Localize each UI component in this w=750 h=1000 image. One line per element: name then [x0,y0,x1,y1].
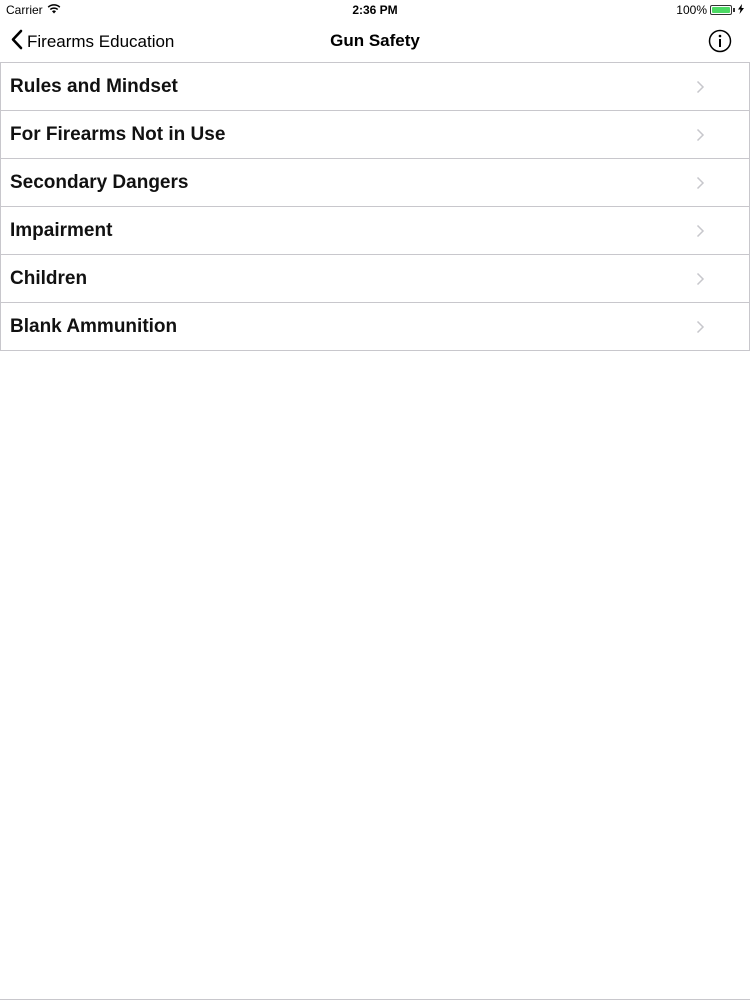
info-button[interactable] [708,29,732,53]
list-item-label: Secondary Dangers [10,171,189,193]
list-item-label: For Firearms Not in Use [10,123,226,145]
list-item-label: Blank Ammunition [10,315,178,337]
navigation-bar [0,20,750,62]
battery-percent: 100% [676,3,707,17]
carrier-label: Carrier [6,3,43,17]
chevron-right-icon [696,176,705,190]
list-item-impairment[interactable] [0,206,750,254]
topic-list [0,62,750,351]
back-button-label: Firearms Education [27,32,175,51]
list-item-secondary-dangers[interactable] [0,158,750,206]
charging-icon [738,3,744,17]
chevron-right-icon [696,128,705,142]
list-item-label: Impairment [10,219,113,241]
list-item-for-firearms-not-in-use[interactable] [0,110,750,158]
page-title: Gun Safety [330,31,420,50]
chevron-right-icon [696,272,705,286]
chevron-right-icon [696,320,705,334]
list-item-rules-and-mindset[interactable] [0,62,750,110]
chevron-right-icon [696,80,705,94]
battery-cap [733,8,735,12]
status-time: 2:36 PM [352,3,398,17]
chevron-right-icon [696,224,705,238]
list-item-label: Children [10,267,88,289]
list-item-label: Rules and Mindset [10,75,178,97]
status-right [676,3,744,17]
battery-icon [710,5,732,15]
status-bar [0,0,750,20]
list-item-children[interactable] [0,254,750,302]
info-icon [708,29,732,53]
list-item-blank-ammunition[interactable] [0,302,750,351]
battery-fill [712,7,730,13]
